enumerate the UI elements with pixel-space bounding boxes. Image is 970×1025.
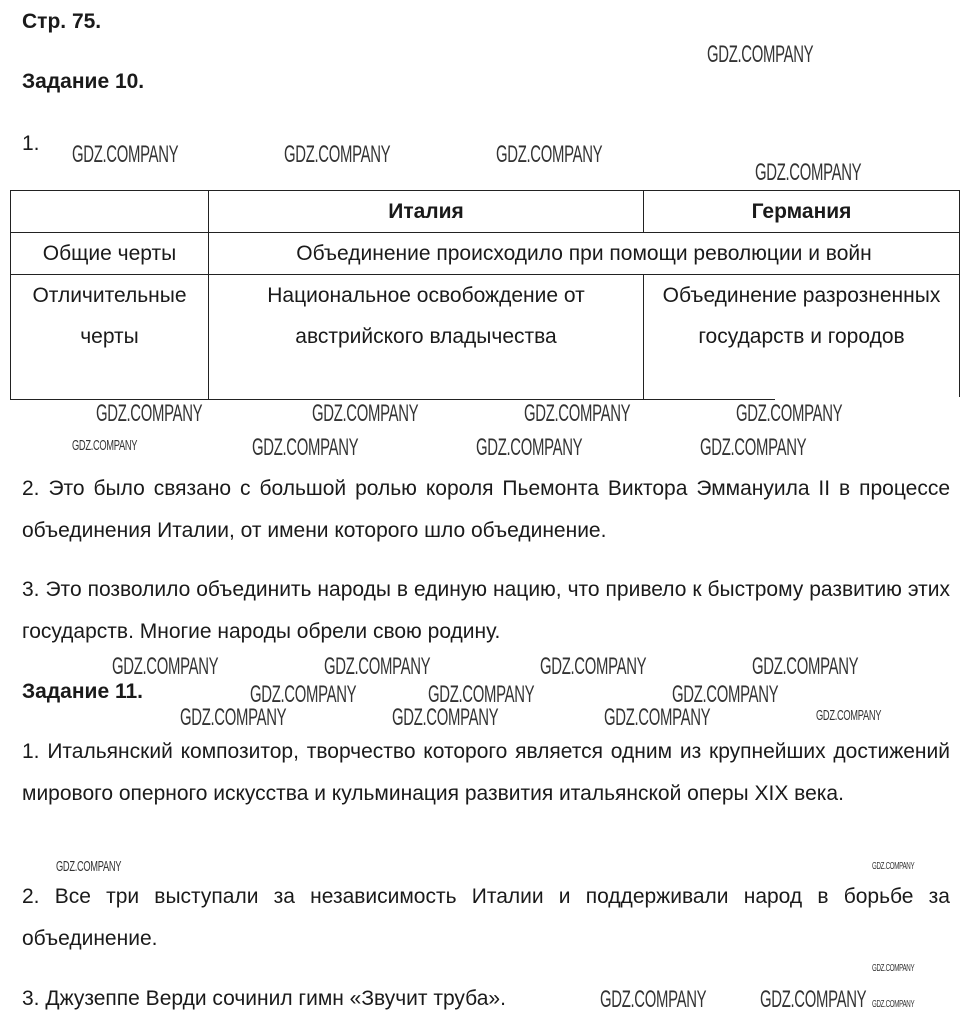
watermark: GDZ.COMPANY [72,141,179,168]
diff-label: Отличительные черты [11,275,209,400]
task10-title: Задание 10. [22,70,145,93]
watermark: GDZ.COMPANY [524,400,631,427]
header-italy: Италия [209,191,644,233]
watermark: GDZ.COMPANY [600,986,707,1013]
page-label: Стр. 75. [22,10,102,33]
watermark: GDZ.COMPANY [428,681,535,708]
diff-italy: Национальное освобождение от австрийского владычества [209,275,644,400]
watermark: GDZ.COMPANY [56,858,122,875]
watermark: GDZ.COMPANY [760,986,867,1013]
task10-item3: 3. Это позволило объединить народы в единую нацию, что привело к быстрому развитию этих государств. Многие народы обрели свою родину. [22,578,950,643]
task11-item2: 2. Все три выступали за независимость Италии и поддерживали народ в борьбе за объединение. [22,885,950,950]
table-row [11,233,960,275]
watermark: GDZ.COMPANY [392,704,499,731]
watermark: GDZ.COMPANY [72,437,138,454]
watermark: GDZ.COMPANY [540,653,647,680]
table-row [11,275,960,400]
watermark: GDZ.COMPANY [700,434,807,461]
diff-germany: Объединение разрозненных государств и городов [644,275,960,400]
watermark: GDZ.COMPANY [707,41,814,68]
watermark: GDZ.COMPANY [180,704,287,731]
header-germany: Германия [644,191,960,233]
watermark: GDZ.COMPANY [312,400,419,427]
watermark: GDZ.COMPANY [872,861,915,872]
watermark: GDZ.COMPANY [755,159,862,186]
task10-item2: 2. Это было связано с большой ролью короля Пьемонта Виктора Эммануила II в процессе объединения Италии, от имени которого шло объединение. [22,477,950,542]
task11-title: Задание 11. [22,680,143,703]
watermark: GDZ.COMPANY [250,681,357,708]
watermark: GDZ.COMPANY [324,653,431,680]
common-value: Объединение происходило при помощи революции и войн [209,233,960,275]
header-empty [11,191,209,233]
table-header-row [11,191,960,233]
watermark: GDZ.COMPANY [96,400,203,427]
task11-item1: 1. Итальянский композитор, творчество которого является одним из крупнейших достижений мирового оперного искусства и кульминация развития итальянской оперы XIX века. [22,740,950,805]
watermark: GDZ.COMPANY [252,434,359,461]
watermark: GDZ.COMPANY [872,999,915,1010]
watermark: GDZ.COMPANY [752,653,859,680]
task10-item1-label: 1. [22,132,40,155]
watermark: GDZ.COMPANY [872,963,915,974]
watermark: GDZ.COMPANY [112,653,219,680]
task11-item3: 3. Джузеппе Верди сочинил гимн «Звучит труба». [22,987,506,1010]
watermark: GDZ.COMPANY [604,704,711,731]
watermark: GDZ.COMPANY [672,681,779,708]
watermark: GDZ.COMPANY [496,141,603,168]
watermark: GDZ.COMPANY [284,141,391,168]
watermark: GDZ.COMPANY [736,400,843,427]
watermark: GDZ.COMPANY [816,707,882,724]
watermark: GDZ.COMPANY [476,434,583,461]
common-label: Общие черты [11,233,209,275]
comparison-table [10,190,960,400]
